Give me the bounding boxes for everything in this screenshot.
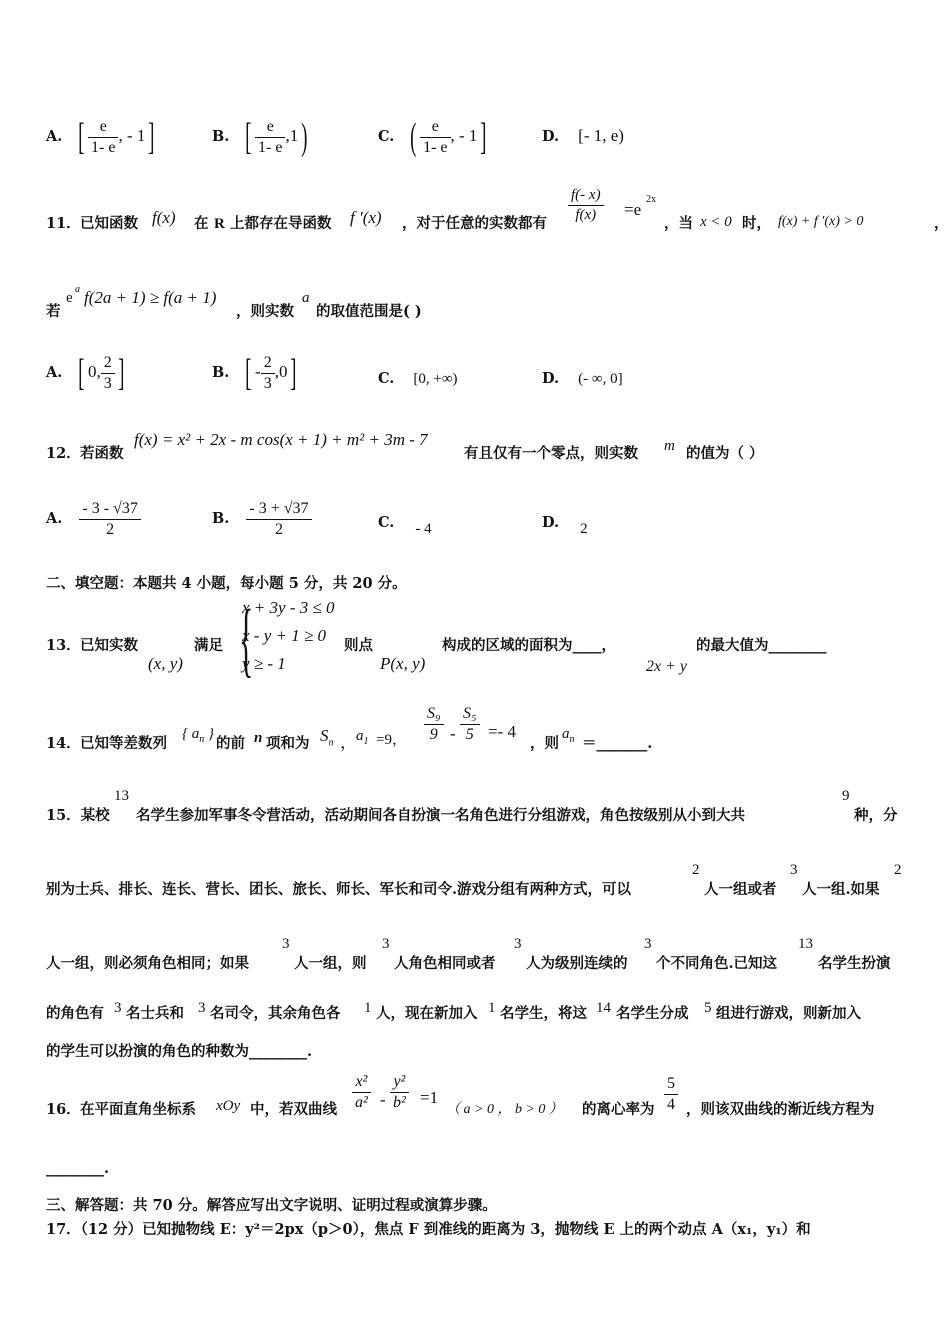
fraction: $\frac{e}{1- e}$: [88, 117, 118, 158]
constraint-system: x + 3y - 3 ≤ 0 x - y + 1 ≥ 0 y ≥ - 1: [242, 598, 335, 673]
q14-stem: 14． 已知等差数列 { $a_n$ } 的前 n 项和为 $S_n$ ， $a_1$ =9， $\frac{\text{S₉}}{9}$ - $\frac{\text{S₅}}{5}$ =- 4 ，则 $a_n$ ＝_______.: [46, 705, 653, 752]
q15-line4: 的角色有 3 名士兵和 3 名司令，其余角色各 1 人，现在新加入 1 名学生，将这 14 名学生分成 5 组进行游戏，则新加入: [46, 1000, 861, 1022]
fraction: $\frac{- 3 + √37}{2}$: [246, 499, 311, 540]
q12-option-c: C. - 4: [378, 514, 432, 537]
q15-line1: 15．某校 13 名学生参加军事冬令营活动，活动期间各自扮演一名角色进行分组游戏，角色按级别从小到大共 9 种，分: [46, 788, 898, 824]
q11-option-b: B. [ - $\frac{2}{3}$ ,0]: [212, 352, 297, 394]
section-2-heading: 二、填空题：本题共 4 小题，每小题 5 分，共 20 分。: [46, 575, 407, 592]
section-3-heading: 三、解答题：共 70 分。解答应写出文字说明、证明过程或演算步骤。: [46, 1197, 497, 1214]
q11-option-c: C. [0, +∞): [378, 370, 458, 387]
q10-option-c: C. ( $\frac{e}{1- e}$ , - 1]: [378, 116, 487, 158]
q12-option-b: B. $\frac{- 3 + √37}{2}$: [212, 490, 312, 540]
fraction: $\frac{\text{x²}}{\text{a²}}$: [352, 1072, 371, 1113]
fraction: $\frac{\text{S₅}}{5}$: [460, 704, 480, 745]
option-label: D.: [542, 128, 560, 145]
q16-stem: 16． 在平面直角坐标系 xOy 中，若双曲线 $\frac{\text{x²}}{\text{a²}}$ - $\frac{\text{y²}}{\text{b²}}$ =1 （ a > 0 ， b > 0 ） 的离心率为 $\frac{5}{4}$ ，则该双曲线的渐近线方程为: [46, 1073, 875, 1118]
q15-line5: 的学生可以扮演的角色的种数为________.: [46, 1043, 313, 1060]
q12-stem: 12． 若函数 f(x) = x² + 2x - m cos(x + 1) + m² + 3m - 7 有且仅有一个零点，则实数 m 的值为（ ）: [46, 430, 764, 462]
option-label: B.: [212, 128, 230, 145]
q10-option-b: B. [ $\frac{e}{1- e}$ ,1): [212, 116, 308, 158]
fraction: $\frac{e}{1- e}$: [255, 117, 285, 158]
ratio-fraction: $\frac{f(- x)}{f(x)}$: [568, 186, 604, 225]
option-label: C.: [378, 128, 395, 145]
fraction: $\frac{e}{1- e}$: [420, 117, 450, 158]
fraction: $\frac{- 3 - √37}{2}$: [79, 499, 140, 540]
q16-answer-blank: ________.: [46, 1160, 110, 1177]
eccentricity-fraction: $\frac{5}{4}$: [664, 1074, 678, 1115]
option-tail: , - 1: [450, 125, 478, 145]
q12-option-a: A. $\frac{- 3 - √37}{2}$: [46, 490, 141, 540]
q10-option-a: A. [ $\frac{e}{1- e}$ , - 1]: [46, 116, 155, 158]
q15-line2: 别为士兵、排长、连长、营长、团长、旅长、师长、军长和司令.游戏分组有两种方式，可以 2 人一组或者 3 人一组.如果 2: [46, 862, 902, 898]
option-tail: ,1: [285, 125, 299, 145]
q12-option-d: D. 2: [542, 514, 588, 537]
q17-stem: 17．（12 分）已知抛物线 E：y²＝2px（p＞0），焦点 F 到准线的距离为 3，抛物线 E 上的两个动点 A（x₁，y₁）和: [46, 1221, 811, 1238]
q11-option-a: A. [ 0, $\frac{2}{3}$ ]: [46, 352, 125, 394]
option-text: [- 1, e): [578, 126, 624, 145]
option-tail: , - 1: [118, 125, 146, 145]
fraction: $\frac{\text{y²}}{\text{b²}}$: [390, 1072, 409, 1113]
q10-option-d: [542, 126, 624, 146]
q15-line3: 人一组，则必须角色相同；如果 3 人一组，则 3 人角色相同或者 3 人为级别连续的 3 个不同角色.已知这 13 名学生扮演: [46, 936, 891, 972]
q13-stem: 13． 已知实数 (x, y) 满足 { x + 3y - 3 ≤ 0 x - y + 1 ≥ 0 y ≥ - 1 则点 P(x, y) 构成的区域的面积为____， 2x + y 的最大值为________: [46, 593, 827, 686]
option-label: A.: [46, 128, 63, 145]
q11-option-d: D. (- ∞, 0]: [542, 370, 623, 387]
fraction: $\frac{\text{S₉}}{9}$: [424, 704, 444, 745]
